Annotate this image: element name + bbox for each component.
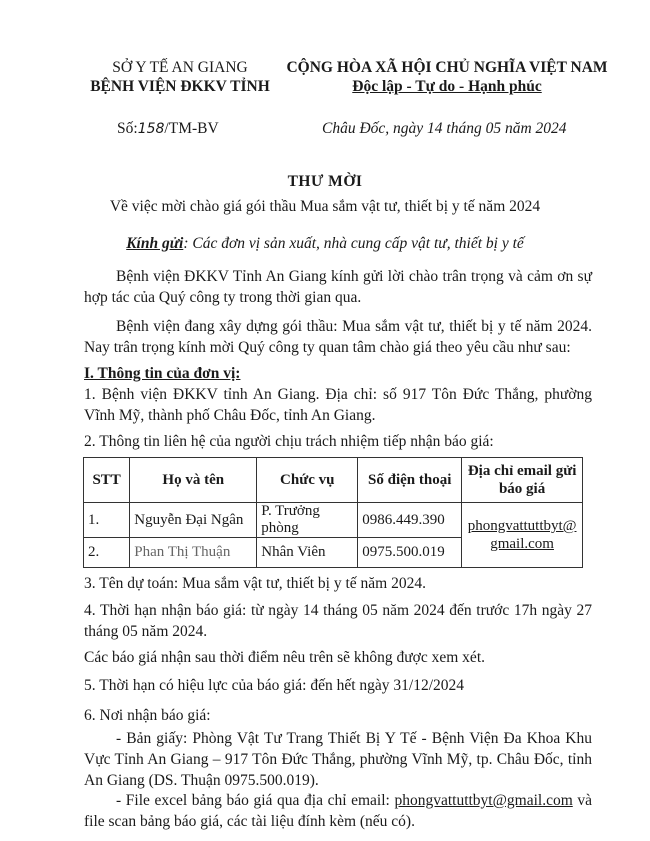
doc-number-suffix: /TM-BV [164,120,219,137]
section-1-wrap [84,363,592,384]
doc-number-prefix: Số: [117,120,138,137]
national-motto: Độc lập - Tự do - Hạnh phúc [352,78,542,95]
cell-name: Nguyễn Đại Ngân [130,503,257,538]
doc-number-value: 158 [137,121,165,137]
cell-email[interactable] [462,503,583,568]
item-3: 3. Tên dự toán: Mua sắm vật tư, thiết bị y tế năm 2024. [84,575,426,592]
section-1-heading: I. Thông tin của đơn vị: [84,365,241,382]
document-number [117,120,219,138]
item-1: 1. Bệnh viện ĐKKV tỉnh An Giang. Địa chỉ: số 917 Tôn Đức Thắng, phường Vĩnh Mỹ, thành phố Châu Đốc, tỉnh An Giang. [84,386,592,424]
email-link-line-1[interactable]: phongvattuttbyt@ [467,518,577,534]
item-4: 4. Thời hạn nhận báo giá: từ ngày 14 tháng 05 năm 2024 đến trước 17h ngày 27 tháng 05 năm 2024. [84,602,592,640]
col-role: Chức vụ [257,458,358,503]
col-phone: Số điện thoại [358,458,462,503]
document-title: THƯ MỜI [287,173,363,190]
col-stt: STT [84,458,130,503]
national-title: CỘNG HÒA XÃ HỘI CHỦ NGHĨA VIỆT NAM [286,59,608,76]
item-4-note: Các báo giá nhận sau thời điểm nêu trên sẽ không được xem xét. [84,649,485,666]
cell-phone: 0975.500.019 [358,538,462,568]
document-subtitle: Về việc mời chào giá gói thầu Mua sắm vật tư, thiết bị y tế năm 2024 [109,198,541,215]
email-link-line-2[interactable]: gmail.com [490,536,554,552]
cell-role: P. Trưởng phòng [257,503,358,538]
recipient-text: : Các đơn vị sản xuất, nhà cung cấp vật tư, thiết bị y tế [183,235,524,252]
issuer-line-2: BỆNH VIỆN ĐKKV TỈNH [90,78,270,95]
issuer-block [80,58,280,96]
email-instruction-suffix: và file scan bảng báo giá, các tài liệu đính kèm (nếu có). [84,792,592,830]
paragraph-greeting: Bệnh viện ĐKKV Tỉnh An Giang kính gửi lời chào trân trọng và cảm ơn sự hợp tác của Quý công ty trong thời gian qua. [84,268,592,306]
national-motto-block [282,58,612,96]
recipient-line [0,235,650,253]
item-5: 5. Thời hạn có hiệu lực của báo giá: đến hết ngày 31/12/2024 [84,677,465,694]
paragraph-intro: Bệnh viện đang xây dựng gói thầu: Mua sắm vật tư, thiết bị y tế năm 2024. Nay trân trọng kính mời Quý công ty quan tâm chào giá theo yêu cầu như sau: [84,318,592,356]
item-6-paper: - Bản giấy: Phòng Vật Tư Trang Thiết Bị Y Tế - Bệnh Viện Đa Khoa Khu Vực Tỉnh An Giang – 917 Tôn Đức Thắng, phường Vĩnh Mỹ, tp. Châu Đốc, tỉnh An Giang (DS. Thuận 0975.500.019). [84,730,592,789]
cell-name: Phan Thị Thuận [130,538,257,568]
table-header-row [84,458,583,503]
cell-stt: 1. [84,503,130,538]
item-6: 6. Nơi nhận báo giá: [84,707,211,724]
document-date: Châu Đốc, ngày 14 tháng 05 năm 2024 [322,120,567,137]
cell-role: Nhân Viên [257,538,358,568]
email-instruction-prefix: - File excel bảng báo giá qua địa chỉ email: [116,792,395,809]
col-email: Địa chỉ email gửi báo giá [462,458,583,503]
contacts-table [83,457,583,568]
cell-stt: 2. [84,538,130,568]
email-link[interactable]: phongvattuttbyt@gmail.com [394,792,573,809]
issuer-line-1: SỞ Y TẾ AN GIANG [112,59,248,76]
item-6-email [84,790,592,832]
item-2: 2. Thông tin liên hệ của người chịu trách nhiệm tiếp nhận báo giá: [84,433,494,450]
table-row [84,503,583,538]
cell-phone: 0986.449.390 [358,503,462,538]
recipient-label: Kính gửi [126,235,184,252]
col-name: Họ và tên [130,458,257,503]
